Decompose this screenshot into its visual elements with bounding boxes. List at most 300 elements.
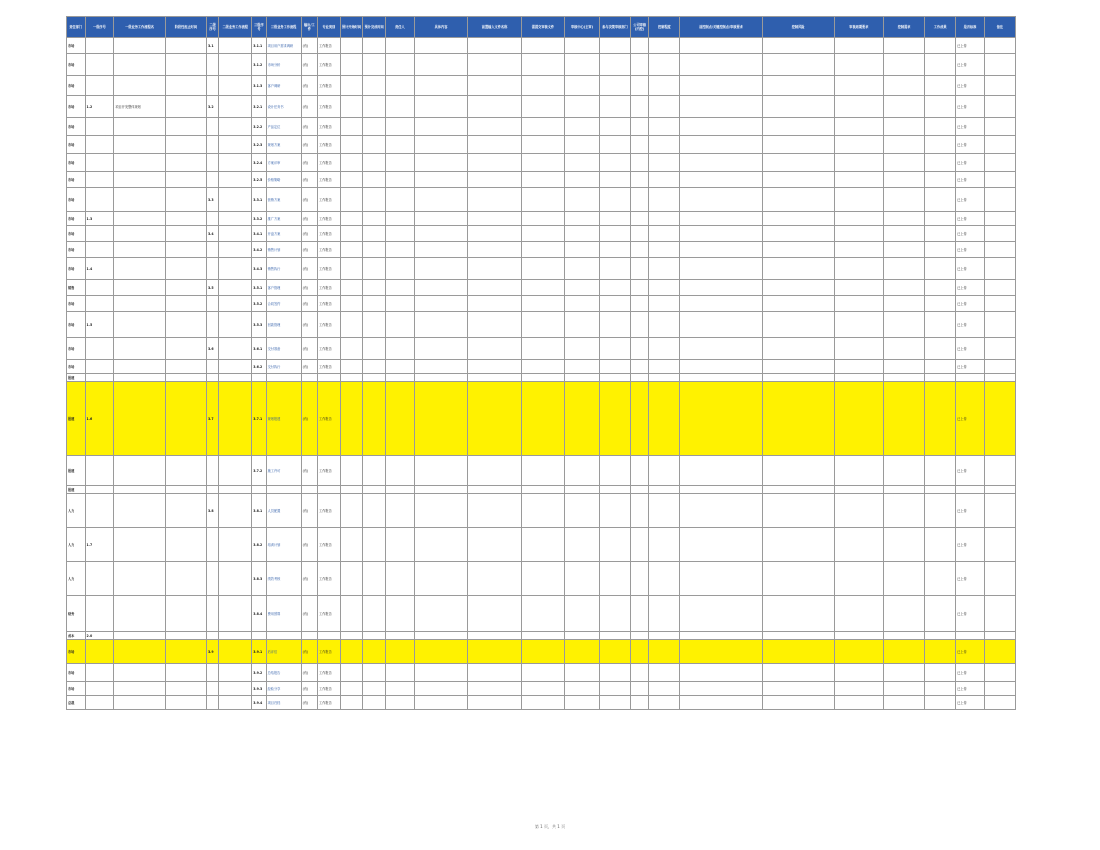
table-cell	[363, 154, 386, 172]
table-cell: 3.3	[206, 188, 218, 212]
table-cell: 3.1.1	[252, 38, 266, 54]
table-cell	[114, 360, 165, 374]
table-row	[67, 280, 1016, 296]
table-cell	[165, 486, 206, 494]
table-row	[67, 38, 1016, 54]
table-cell	[114, 640, 165, 664]
table-cell: (有)	[301, 382, 317, 456]
table-cell: 3.2.3	[252, 136, 266, 154]
table-cell: 客户管理	[266, 280, 301, 296]
table-cell	[630, 118, 649, 136]
table-cell	[680, 632, 762, 640]
table-cell: 市场	[67, 76, 86, 96]
table-cell	[834, 54, 883, 76]
table-cell	[762, 632, 834, 640]
table-cell	[649, 76, 680, 96]
table-cell	[363, 172, 386, 188]
table-cell	[340, 96, 363, 118]
table-cell	[884, 96, 925, 118]
table-row	[67, 382, 1016, 456]
table-cell: 1.4	[85, 258, 114, 280]
table-cell: 市场	[67, 136, 86, 154]
table-cell	[340, 696, 363, 710]
table-cell: 项目开发整体规划	[114, 96, 165, 118]
table-cell	[468, 212, 522, 226]
table-cell	[521, 54, 564, 76]
table-cell	[762, 258, 834, 280]
table-cell	[521, 118, 564, 136]
table-cell	[925, 212, 956, 226]
table-cell	[521, 226, 564, 242]
table-cell	[984, 456, 1015, 486]
table-cell	[114, 596, 165, 632]
table-cell	[884, 562, 925, 596]
table-cell: (有)	[301, 136, 317, 154]
table-cell: (有)	[301, 338, 317, 360]
table-cell	[600, 136, 631, 154]
table-cell	[414, 96, 468, 118]
table-cell: 工作报告	[318, 188, 341, 212]
table-cell	[984, 212, 1015, 226]
table-cell	[363, 242, 386, 258]
table-cell	[884, 242, 925, 258]
table-cell	[600, 494, 631, 528]
table-cell	[206, 528, 218, 562]
table-cell	[219, 38, 252, 54]
table-cell	[600, 226, 631, 242]
table-cell	[340, 38, 363, 54]
table-row	[67, 486, 1016, 494]
table-cell: 市场	[67, 172, 86, 188]
table-cell: 销售	[67, 280, 86, 296]
table-cell	[630, 360, 649, 374]
table-cell	[165, 154, 206, 172]
table-cell: 规划报建	[266, 382, 301, 456]
table-cell	[165, 664, 206, 682]
table-cell	[340, 312, 363, 338]
table-cell: 3.5	[206, 280, 218, 296]
table-cell: (有)	[301, 528, 317, 562]
table-cell	[565, 494, 600, 528]
table-cell	[884, 682, 925, 696]
table-cell	[649, 54, 680, 76]
table-cell	[925, 118, 956, 136]
table-cell	[521, 664, 564, 682]
table-cell	[85, 172, 114, 188]
table-cell	[468, 258, 522, 280]
table-cell	[414, 76, 468, 96]
table-cell: 报建	[67, 456, 86, 486]
table-cell	[114, 682, 165, 696]
table-cell: 费用预算	[266, 596, 301, 632]
table-cell	[649, 562, 680, 596]
table-cell: 已上传	[956, 76, 985, 96]
table-cell: 工作报告	[318, 226, 341, 242]
table-cell	[468, 172, 522, 188]
table-cell	[680, 494, 762, 528]
table-cell	[206, 486, 218, 494]
table-cell: 工作报告	[318, 664, 341, 682]
table-cell: 市场	[67, 338, 86, 360]
table-cell	[680, 360, 762, 374]
table-cell	[680, 640, 762, 664]
table-cell: (有)	[301, 664, 317, 682]
table-cell: 已上传	[956, 54, 985, 76]
table-cell	[565, 172, 600, 188]
table-cell	[649, 382, 680, 456]
table-cell	[165, 226, 206, 242]
table-cell	[956, 374, 985, 382]
table-cell: 方案评审	[266, 154, 301, 172]
table-cell	[468, 118, 522, 136]
table-cell	[385, 456, 414, 486]
table-cell: (有)	[301, 696, 317, 710]
table-row	[67, 682, 1016, 696]
table-cell	[984, 664, 1015, 682]
table-cell	[649, 296, 680, 312]
table-cell	[340, 664, 363, 682]
table-cell	[414, 360, 468, 374]
table-cell	[521, 242, 564, 258]
table-cell	[85, 360, 114, 374]
table-cell	[884, 38, 925, 54]
table-cell	[165, 312, 206, 338]
table-cell	[630, 682, 649, 696]
table-cell: 已上传	[956, 296, 985, 312]
table-cell	[925, 172, 956, 188]
table-cell	[85, 38, 114, 54]
table-cell	[414, 682, 468, 696]
table-cell	[680, 242, 762, 258]
table-cell	[884, 696, 925, 710]
table-cell	[925, 154, 956, 172]
table-cell	[521, 188, 564, 212]
table-cell	[680, 118, 762, 136]
table-cell	[363, 280, 386, 296]
table-cell	[521, 640, 564, 664]
table-cell	[565, 682, 600, 696]
table-row	[67, 456, 1016, 486]
table-cell	[600, 562, 631, 596]
table-cell: (有)	[301, 640, 317, 664]
table-cell	[165, 360, 206, 374]
table-cell	[468, 96, 522, 118]
table-cell	[468, 360, 522, 374]
table-cell	[834, 172, 883, 188]
table-cell	[649, 280, 680, 296]
table-cell	[984, 54, 1015, 76]
table-cell: (有)	[301, 258, 317, 280]
table-cell	[165, 632, 206, 640]
table-cell: 工作报告	[318, 296, 341, 312]
table-cell	[206, 312, 218, 338]
table-cell	[649, 242, 680, 258]
table-cell: 工作报告	[318, 54, 341, 76]
table-cell	[925, 562, 956, 596]
table-cell	[468, 374, 522, 382]
table-row	[67, 494, 1016, 528]
table-cell	[565, 296, 600, 312]
table-row	[67, 374, 1016, 382]
table-cell	[834, 96, 883, 118]
table-cell	[385, 486, 414, 494]
table-cell	[340, 118, 363, 136]
table-cell: 开盘方案	[266, 226, 301, 242]
table-cell	[630, 562, 649, 596]
table-cell	[219, 76, 252, 96]
table-cell	[925, 494, 956, 528]
column-header: 控制程度	[649, 17, 680, 38]
table-cell	[219, 528, 252, 562]
table-row	[67, 76, 1016, 96]
table-cell	[600, 596, 631, 632]
table-row	[67, 596, 1016, 632]
table-cell	[114, 188, 165, 212]
table-cell	[219, 486, 252, 494]
table-cell	[414, 640, 468, 664]
table-cell: 总裁	[67, 696, 86, 710]
table-cell	[834, 494, 883, 528]
table-cell	[414, 172, 468, 188]
table-cell	[834, 242, 883, 258]
table-cell	[363, 136, 386, 154]
table-cell: 已上传	[956, 494, 985, 528]
table-cell	[114, 338, 165, 360]
table-cell: 市场	[67, 38, 86, 54]
table-cell: 已上传	[956, 596, 985, 632]
table-cell	[834, 154, 883, 172]
table-cell	[340, 486, 363, 494]
table-cell	[649, 486, 680, 494]
table-cell	[363, 76, 386, 96]
table-cell	[114, 38, 165, 54]
table-cell	[340, 54, 363, 76]
table-cell	[468, 632, 522, 640]
table-row	[67, 296, 1016, 312]
table-cell: 3.3.2	[252, 212, 266, 226]
table-cell	[318, 374, 341, 382]
table-cell	[114, 374, 165, 382]
table-cell	[385, 76, 414, 96]
table-cell	[219, 456, 252, 486]
table-cell	[834, 136, 883, 154]
table-cell	[630, 188, 649, 212]
table-cell	[385, 38, 414, 54]
table-cell	[600, 54, 631, 76]
table-cell: 工作报告	[318, 494, 341, 528]
table-cell	[600, 486, 631, 494]
table-cell	[521, 562, 564, 596]
table-cell: (有)	[301, 596, 317, 632]
table-cell: 财务	[67, 596, 86, 632]
table-cell	[630, 486, 649, 494]
table-cell	[340, 172, 363, 188]
table-cell	[630, 172, 649, 188]
table-cell	[219, 632, 252, 640]
column-header: 审核周期要求	[834, 17, 883, 38]
table-cell	[680, 188, 762, 212]
table-cell	[649, 682, 680, 696]
table-cell	[114, 456, 165, 486]
table-cell	[680, 296, 762, 312]
table-cell	[385, 360, 414, 374]
table-cell	[649, 640, 680, 664]
table-cell	[165, 528, 206, 562]
table-cell	[984, 562, 1015, 596]
table-row	[67, 212, 1016, 226]
table-cell	[649, 226, 680, 242]
table-cell	[85, 118, 114, 136]
table-cell	[600, 212, 631, 226]
column-header: 责任人	[385, 17, 414, 38]
table-cell	[385, 136, 414, 154]
table-cell: 市场	[67, 312, 86, 338]
table-cell	[884, 226, 925, 242]
table-cell	[340, 682, 363, 696]
table-cell	[521, 382, 564, 456]
table-cell	[340, 242, 363, 258]
table-cell	[630, 312, 649, 338]
table-cell: (有)	[301, 38, 317, 54]
table-cell: (有)	[301, 154, 317, 172]
table-cell	[649, 696, 680, 710]
table-cell	[925, 312, 956, 338]
table-cell	[385, 682, 414, 696]
table-cell	[680, 456, 762, 486]
table-cell	[630, 296, 649, 312]
table-cell	[649, 632, 680, 640]
table-cell	[925, 632, 956, 640]
table-cell	[165, 118, 206, 136]
table-cell	[649, 596, 680, 632]
table-cell	[385, 528, 414, 562]
table-cell	[984, 296, 1015, 312]
table-cell	[680, 374, 762, 382]
table-cell	[925, 136, 956, 154]
table-cell	[219, 280, 252, 296]
table-cell: 已上传	[956, 696, 985, 710]
table-cell	[206, 296, 218, 312]
table-cell: 已上传	[956, 188, 985, 212]
table-cell	[363, 696, 386, 710]
table-cell	[680, 562, 762, 596]
table-cell	[340, 456, 363, 486]
table-cell: 工作报告	[318, 312, 341, 338]
column-header: 预计开始时间	[340, 17, 363, 38]
table-cell	[834, 486, 883, 494]
table-cell	[85, 696, 114, 710]
column-header: 是否标准	[956, 17, 985, 38]
table-cell	[219, 682, 252, 696]
table-cell	[884, 456, 925, 486]
table-cell	[363, 338, 386, 360]
table-cell	[363, 54, 386, 76]
table-cell	[468, 528, 522, 562]
table-cell: 后评估	[266, 640, 301, 664]
table-cell	[925, 258, 956, 280]
table-cell	[600, 528, 631, 562]
table-cell	[762, 562, 834, 596]
table-row	[67, 226, 1016, 242]
table-cell	[165, 696, 206, 710]
table-cell: 3.5.1	[252, 280, 266, 296]
table-cell	[318, 632, 341, 640]
table-cell	[468, 456, 522, 486]
table-cell	[385, 258, 414, 280]
table-cell: (有)	[301, 172, 317, 188]
table-cell	[219, 226, 252, 242]
table-cell	[834, 188, 883, 212]
table-cell	[340, 136, 363, 154]
table-cell	[85, 374, 114, 382]
table-cell	[114, 296, 165, 312]
table-cell	[565, 118, 600, 136]
table-cell	[219, 258, 252, 280]
table-cell	[414, 136, 468, 154]
table-cell	[680, 212, 762, 226]
table-cell	[649, 258, 680, 280]
table-cell	[565, 136, 600, 154]
table-cell	[680, 226, 762, 242]
table-cell	[85, 486, 114, 494]
table-cell	[363, 640, 386, 664]
table-cell	[114, 212, 165, 226]
table-cell	[219, 338, 252, 360]
table-cell	[956, 486, 985, 494]
table-cell	[363, 212, 386, 226]
table-cell: 工作报告	[318, 338, 341, 360]
table-cell	[984, 312, 1015, 338]
table-cell	[884, 188, 925, 212]
table-cell	[762, 312, 834, 338]
table-cell	[984, 640, 1015, 664]
table-cell	[301, 632, 317, 640]
table-cell	[649, 374, 680, 382]
table-cell: 3.4.1	[252, 226, 266, 242]
table-cell	[762, 664, 834, 682]
table-cell	[649, 188, 680, 212]
column-header: 一级序号	[85, 17, 114, 38]
table-cell: 市场	[67, 154, 86, 172]
table-cell	[206, 172, 218, 188]
table-cell: 市场	[67, 54, 86, 76]
table-cell	[762, 338, 834, 360]
table-cell	[206, 374, 218, 382]
table-cell	[762, 172, 834, 188]
table-cell	[565, 528, 600, 562]
table-cell: 3.6	[206, 338, 218, 360]
table-cell	[600, 76, 631, 96]
table-cell	[85, 188, 114, 212]
table-cell	[884, 212, 925, 226]
table-cell	[468, 382, 522, 456]
table-cell	[984, 374, 1015, 382]
table-cell: 市场分析	[266, 54, 301, 76]
table-cell	[219, 640, 252, 664]
table-cell	[521, 312, 564, 338]
table-cell	[363, 118, 386, 136]
table-cell	[884, 664, 925, 682]
table-cell	[340, 188, 363, 212]
table-cell	[630, 338, 649, 360]
table-cell	[884, 172, 925, 188]
table-cell	[85, 456, 114, 486]
table-cell: 工作报告	[318, 596, 341, 632]
table-cell	[630, 640, 649, 664]
table-cell	[414, 528, 468, 562]
table-cell	[85, 76, 114, 96]
table-cell: 营销方案	[266, 188, 301, 212]
